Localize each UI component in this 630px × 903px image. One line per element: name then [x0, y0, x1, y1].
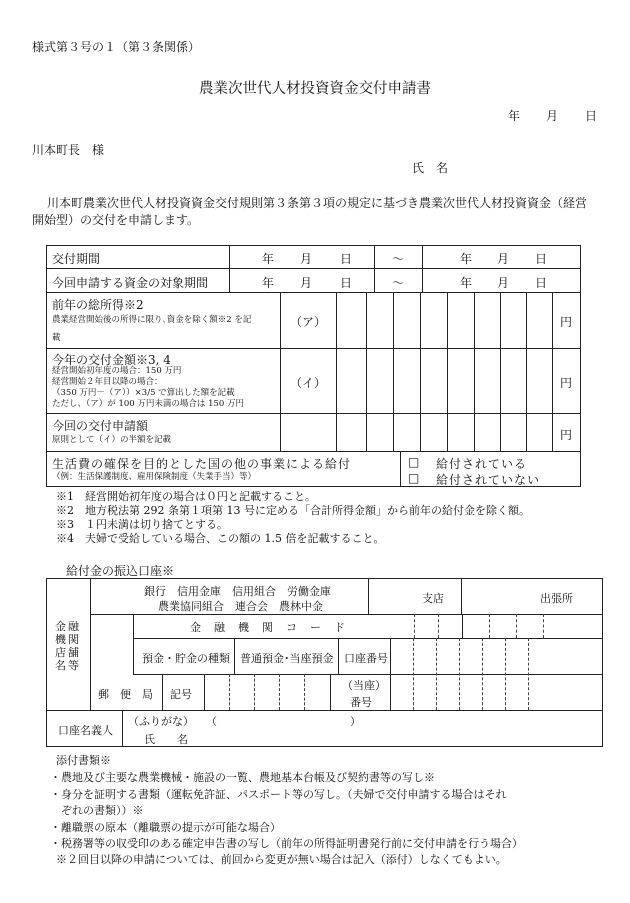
- institution-code-label: 金 融 機 関 コ ー ド: [190, 621, 346, 634]
- attachment-item-4: ・税務署等の収受印のある確定申告書の写し（前年の所得証明書発行前に交付申請を行う場合）: [50, 837, 523, 850]
- attachment-item-1: ・農地及び主要な農業機械・施設の一覧、農地基本台帳及び契約書等の写し※: [50, 771, 435, 784]
- period-start-day: 日: [340, 252, 353, 266]
- grant-amount-title: 今年の交付金額※3, 4: [52, 353, 171, 367]
- addressee: 川本町長 様: [32, 143, 105, 157]
- post-office-label: 郵 便 局: [98, 688, 153, 701]
- deposit-type-value: 普通預金･当座預金: [240, 652, 334, 665]
- grant-note-formula: （350 万円－（ア））×3/5 で算出した額を記載: [52, 388, 235, 398]
- other-benefits-title: 生活費の確保を目的とした国の他の事業による給付: [52, 457, 352, 471]
- date-day-label: 日: [585, 109, 598, 123]
- institution-types-2: 農業協同組合 連合会 農林中金: [158, 600, 323, 613]
- period-end-month: 月: [497, 252, 510, 266]
- target-period-label: 今回申請する資金の対象期間: [52, 276, 209, 290]
- period-tilde: ～: [392, 252, 405, 266]
- option-receiving-label: 給付されている: [436, 457, 528, 471]
- period-end-day: 日: [535, 252, 548, 266]
- grant-note-second-year: 経営開始２年目以降の場合：: [52, 377, 163, 387]
- institution-side-label-col1: 金 機 店 名: [55, 620, 66, 672]
- grant-period-label: 交付期間: [52, 252, 101, 266]
- grant-note-first-year: 経営開始初年度の場合：150 万円: [52, 366, 182, 376]
- bank-section-title: 給付金の振込口座※: [66, 564, 175, 578]
- note-1: ※1 経営開始初年度の場合は０円と記載すること。: [56, 490, 316, 503]
- target-tilde: ～: [392, 276, 405, 290]
- account-number-label: 口座番号: [344, 652, 388, 665]
- this-request-note: 原則として（イ）の半額を記載: [52, 435, 172, 445]
- deposit-type-label: 預金・貯金の種類: [142, 652, 230, 665]
- period-end-year: 年: [460, 252, 473, 266]
- postal-number-label: 番号: [350, 696, 372, 709]
- attachment-item-2: ・身分を証明する書類（運転免許証、パスポート等の写し。（夫婦で交付申請する場合はそれ: [50, 788, 507, 801]
- holder-name-label: 氏 名: [144, 733, 188, 746]
- intro-text-line2: 開始型）の交付を申請します。: [32, 213, 200, 227]
- intro-text-line1: 川本町農業次世代人材投資資金交付規則第３条第３項の規定に基づき農業次世代人材投資資金（経営: [47, 196, 588, 210]
- option-not-receiving-label: 給付されていない: [436, 473, 541, 487]
- grant-note-minimum: ただし、（ア）が 100 万円未満の場合は 150 万円: [52, 399, 245, 409]
- mark-i: （イ）: [290, 376, 327, 390]
- yen-unit-a: 円: [560, 315, 573, 329]
- yen-unit-request: 円: [560, 428, 573, 442]
- prev-income-note: 農業経営開始後の所得に限り､資金を除く額※2 を記: [52, 315, 252, 325]
- target-end-month: 月: [497, 276, 510, 290]
- postal-symbol-label: 記号: [170, 688, 192, 701]
- yen-unit-i: 円: [560, 376, 573, 390]
- target-start-year: 年: [262, 276, 275, 290]
- target-end-day: 日: [535, 276, 548, 290]
- checkbox-receiving[interactable]: □: [408, 455, 420, 469]
- target-start-month: 月: [300, 276, 313, 290]
- applicant-name-label: 氏 名: [412, 161, 449, 175]
- prev-income-note-cont: 載: [52, 333, 61, 343]
- furigana-paren-close: ）: [350, 715, 361, 728]
- date-year-label: 年: [508, 109, 521, 123]
- target-start-day: 日: [340, 276, 353, 290]
- prev-income-title: 前年の総所得※2: [52, 298, 144, 312]
- note-3: ※3 １円未満は切り捨てとする。: [56, 518, 228, 531]
- note-4: ※4 夫婦で受給している場合、この額の 1.5 倍を記載すること。: [56, 532, 385, 545]
- this-request-title: 今回の交付申請額: [52, 419, 149, 433]
- date-month-label: 月: [546, 109, 559, 123]
- institution-side-label-col2: 融 関 舗 等: [68, 620, 79, 672]
- furigana-label: （ふりがな）: [128, 715, 194, 728]
- furigana-paren-open: （: [206, 715, 217, 728]
- toza-label: （当座）: [342, 679, 386, 692]
- attachment-footnote: ※２回目以降の申請については、前回から変更が無い場合は記入（添付）しなくてもよい。: [56, 853, 507, 866]
- period-start-year: 年: [262, 252, 275, 266]
- attachment-item-2-cont: ぞれの書類））※: [50, 804, 144, 817]
- document-title: 農業次世代人材投資資金交付申請書: [199, 81, 431, 97]
- form-number: 様式第３号の１（第３条関係）: [32, 40, 201, 54]
- attachment-item-3: ・離職票の原本（離職票の提示が可能な場合）: [50, 821, 281, 834]
- period-start-month: 月: [300, 252, 313, 266]
- account-holder-label: 口座名義人: [58, 724, 113, 737]
- note-2: ※2 地方税法第 292 条第１項第 13 号に定める「合計所得金額」から前年の給付金を除く額。: [56, 504, 530, 517]
- mark-a: （ア）: [290, 315, 327, 329]
- attachments-title: 添付書類※: [56, 754, 111, 767]
- checkbox-not-receiving[interactable]: □: [408, 471, 420, 485]
- target-end-year: 年: [460, 276, 473, 290]
- other-benefits-example: （例：生活保護制度、雇用保険制度（失業手当）等）: [52, 472, 257, 482]
- institution-types-1: 銀行 信用金庫 信用組合 労働金庫: [144, 585, 331, 598]
- sub-branch-label: 出張所: [540, 592, 573, 605]
- branch-label: 支店: [422, 592, 444, 605]
